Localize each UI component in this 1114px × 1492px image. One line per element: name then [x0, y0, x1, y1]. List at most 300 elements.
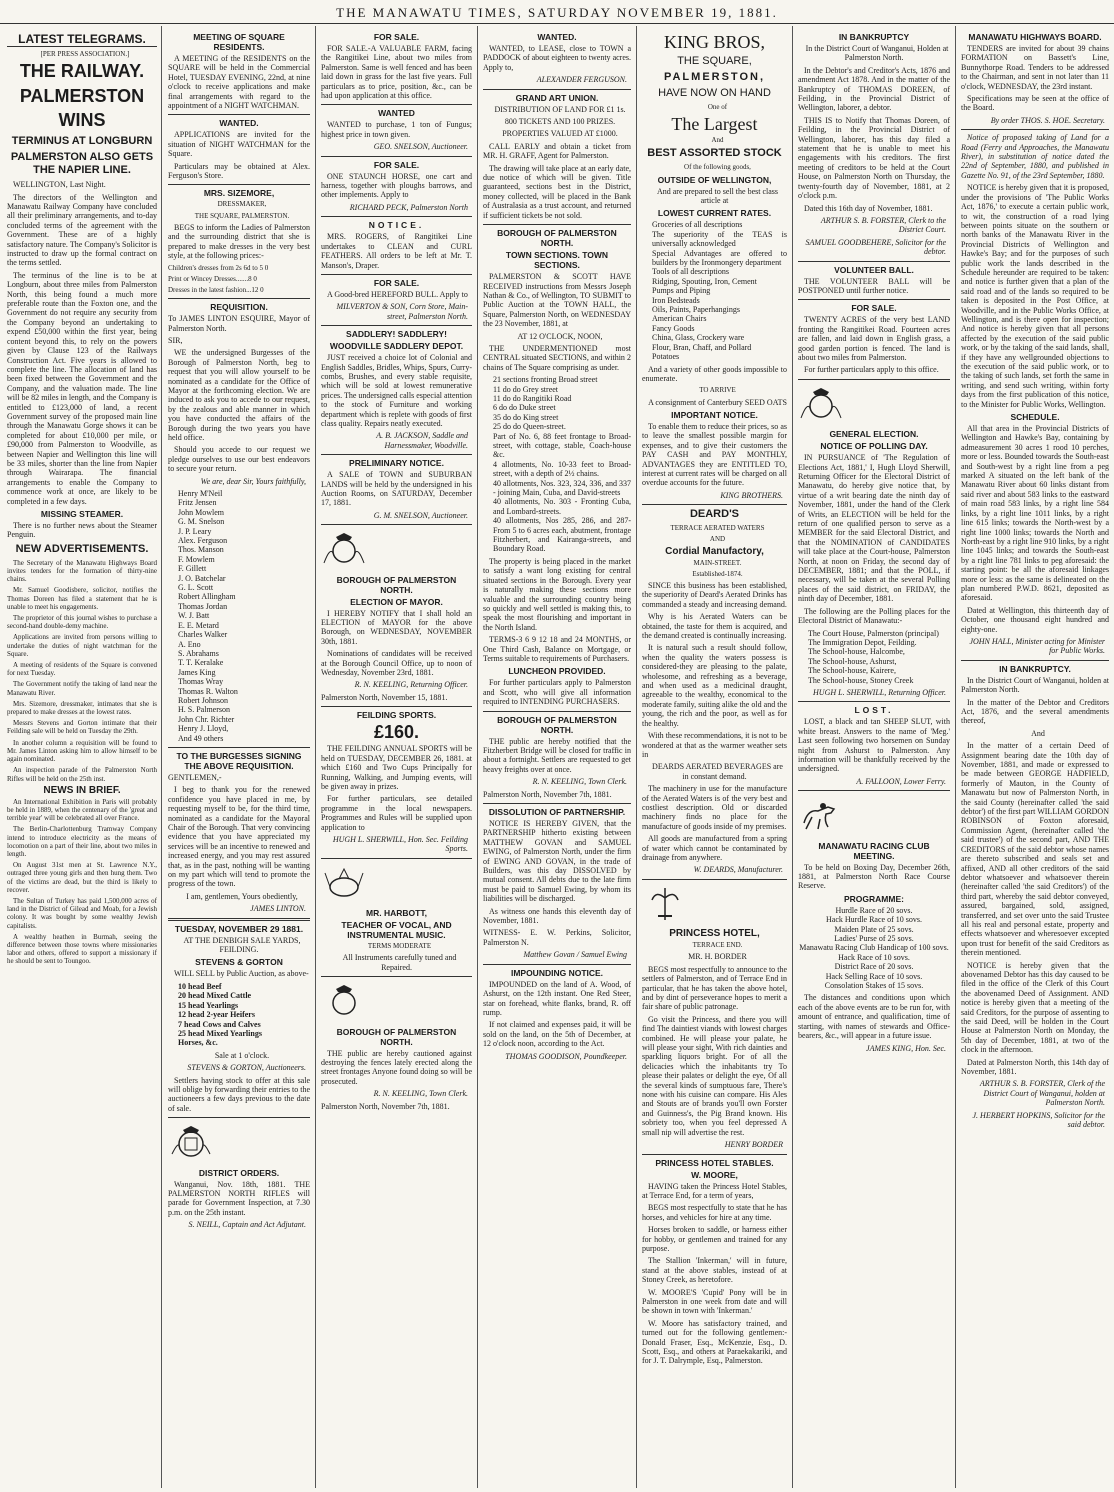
ad-text: WE the undersigned Burgesses of the Borough of Palmerston North, beg to request that you will allow yourself to be nominated as a candidate for the Office of Mayor at the forthcoming election. We are induced to ask you to accede to our request, by the zealous and able manner in which you have conducted the affairs of the Borough during the two years you have held office. — [168, 348, 310, 442]
ad-heading: FOR SALE. — [373, 277, 420, 288]
ad-text: For further particulars apply to this office. — [804, 365, 939, 375]
ad-heading: IMPOUNDING NOTICE. — [510, 967, 604, 978]
race-item: Manawatu Racing Club Handicap of 100 sovs. — [799, 943, 949, 953]
goods-item: American Chairs — [652, 314, 707, 324]
ad-text: One of — [707, 103, 728, 111]
ad-text: A Good-bred HEREFORD BULL. Apply to — [327, 289, 468, 299]
signature: W. DEARDS, Manufacturer. — [693, 865, 783, 875]
price-line: Children's dresses from 2s 6d to 5 0 — [168, 263, 269, 272]
ad-text: And — [1031, 728, 1045, 738]
ad-text: TERMS MODERATE — [367, 942, 432, 951]
ad-subheading: Cordial Manufactory, — [665, 545, 764, 557]
ad-subheading: TERRACE END. — [692, 941, 743, 950]
ad-text: And — [711, 136, 724, 145]
ad-text: Dated this 16th day of November, 1881. — [804, 203, 933, 213]
dateline: Palmerston North, November 15, 1881. — [321, 692, 448, 702]
ad-text: MRS. ROGERS, of Rangitikei Line undertakes to CLEAN and CURL FEATHERS. All orders to be left at Mr. T. Manson's, Draper. — [321, 232, 472, 270]
ad-text: Of the following goods, — [684, 163, 751, 172]
witness-line: WITNESS- E. W. Perkins, Solicitor, Palmerston N. — [483, 928, 631, 947]
ad-text: NOTICE IS HEREBY GIVEN, that the PARTNERSHIP hitherto existing between MATTHEW GOVAN and SAMUEL EWING, of Palmerston North, under the firm of EWING AND GOVAN, in the trade of Builders, was this day DISSOLVED by mutual consent. All debts due to the late firm must be paid to Samuel Ewing, by whom its liabilities will be discharged. — [483, 819, 631, 904]
ad-heading: FOR SALE. — [851, 303, 897, 314]
ad-text: BEGS most respectfully to state that he has horses, and vehicles for hire at any time. — [642, 1203, 787, 1222]
ad-text: Particulars may be obtained at Alex. Ferguson's Store. — [168, 161, 310, 181]
goods-item: Oils, Paints, Paperhangings — [652, 305, 740, 315]
ad-text: Settlers having stock to offer at this sale will oblige by forwarding their entries to the auctioneers a few days previous to the date of sale. — [168, 1075, 310, 1113]
headline: PALMERSTON WINS — [19, 86, 145, 131]
ad-text: The Stallion 'Inkerman,' will in future, stand at the above stables, instead of at Stoney Creek, as heretofore. — [642, 1256, 787, 1285]
ad-heading: NOTICE. — [368, 220, 425, 231]
ad-text: Why is his Aerated Waters can be obtained, the taste for them is acquired, and the demand created is continually increasing. — [642, 612, 787, 641]
signature: HENRY BORDER — [724, 1140, 783, 1150]
goods-item: Special Advantages are offered to builders by the Ironmongery department — [652, 248, 787, 268]
ad-text: Dated at Palmerston North, this 14th day of November, 1881. — [961, 1057, 1109, 1077]
ad-heading: FEILDING SPORTS. — [356, 710, 437, 721]
lot-item: 6 do do Duke street — [493, 403, 556, 413]
column-2 — [165, 28, 313, 1488]
stock-item: 7 head Cows and Calves — [178, 1019, 261, 1029]
ad-heading: KING BROS, — [663, 32, 765, 52]
ad-heading: PRELIMINARY NOTICE. — [349, 458, 444, 469]
signatory-name: W. J. Batt — [178, 611, 210, 621]
ad-text: It is natural such a result should follow, when the quality the waters possess is considered-they are pleasing to the palate, wholesome, and refreshing as a beverage, and when used as a medicinal draught, agreeable to the wealthy, economical to the moderate family, suiting alike the old and the young, the rich and the poor, as well as for the healthy. — [642, 643, 787, 728]
lot-item: 25 do do Queen-street. — [493, 422, 566, 432]
ad-subheading: AND — [709, 535, 726, 544]
salutation: GENTLEMEN,- — [168, 772, 222, 782]
prize-amount: £160. — [373, 722, 420, 743]
stock-item: 12 head 2-year Heifers — [178, 1010, 255, 1020]
salutation: SIR, — [168, 335, 183, 345]
ad-text: In the District Court of Wanganui, holden at Palmerston North. — [961, 675, 1109, 695]
ad-heading: GENERAL ELECTION. — [829, 429, 919, 440]
news-item: An inspection parade of the Palmerston North Rifles will be held on the 25th inst. — [7, 766, 157, 783]
ad-heading: MEETING OF SQUARE RESIDENTS. — [193, 32, 285, 52]
stock-item: 15 head Yearlings — [178, 1000, 239, 1010]
signatory-name: Robert Allingham — [178, 592, 236, 602]
ad-text: In the District Court of Wanganui, Holden at Palmerston North. — [805, 44, 949, 63]
ad-heading: DISTRICT ORDERS. — [198, 1167, 280, 1178]
ad-text: BEGS most respectfully to announce to the settlers of Palmerston, and of Terrace End in particular, that he has taken the above hotel, and by dint of perseverance hopes to merit a fair share of public patronage. — [642, 964, 787, 1012]
signatory-name: T. T. Keralake — [178, 658, 224, 668]
royal-crest-icon — [798, 386, 844, 422]
signature: ARTHUR S. B. FORSTER, Clerk to the District Court. — [820, 215, 946, 235]
signatory-name: Fritz Jensen — [178, 498, 217, 508]
masthead — [0, 0, 1114, 24]
ad-subheading: 800 TICKETS AND 100 PRIZES. — [504, 117, 616, 127]
closing: We are, dear Sir, Yours faithfully, — [200, 476, 306, 486]
signature: HUGH L. SHERWILL, Returning Officer. — [813, 687, 946, 697]
signature: JAMES LINTON. — [250, 904, 306, 914]
section-heading: NEWS IN BRIEF. — [43, 784, 121, 796]
ad-text: The machinery in use for the manufacture of the Aerated Waters is of the very best and costliest description. Old or discarded machinery finds no place for the manufacture of goods inside of my premises. — [642, 784, 787, 831]
brief-item: On August 31st men at St. Lawrence N.Y., outraged three young girls and then hung them. Two of the victims are dead, but the third is likely to recover. — [7, 861, 157, 894]
ad-heading: BOROUGH OF PALMERSTON NORTH. — [497, 228, 617, 249]
ad-text: LOST, a black and tan SHEEP SLUT, with white breast. Answers to the name of 'Meg.' Last seen following two horsemen on Sunday night from Ashurst to Palmerston. Any information will be thankfully received by the undersigned. — [798, 717, 950, 774]
polling-place: The Immigration Depot, Feilding. — [808, 637, 917, 647]
ad-heading: LOST. — [854, 705, 894, 716]
ad-text: Nominations of candidates will be received at the Borough Council Office, up to noon of Wednesday, November 23rd, 1881. — [321, 649, 472, 678]
price-line: Print or Wincey Dresses.......8 0 — [168, 274, 257, 283]
ad-heading: WANTED. — [537, 32, 577, 42]
ad-text: THIS IS to Notify that Thomas Doreen, of Feilding, in the Provincial District of Wellington, laborer, has this day filed a statement that he is unable to meet his engagements with his creditors. The first meeting of creditors to be held at the Court House, on Palmerston North on Thursday, the twenty-fourth day of November, 1881, at 2 o'clock p.m. — [798, 115, 950, 201]
ad-text: Specifications may be seen at the office of the Board. — [961, 94, 1109, 113]
signatory-name: J. O. Batchelar — [178, 573, 226, 583]
ad-heading: The Largest — [671, 114, 758, 135]
lot-item: 40 allotments, No. 303 - Fronting Cuba, and Lombard-streets. — [493, 497, 631, 516]
ad-text: A SALE of TOWN and SUBURBAN LANDS will be held by the undersigned in his Auction Rooms, on SATURDAY, December 17, 1881. — [321, 470, 472, 508]
signatory-name: G. L. Scott — [178, 583, 214, 593]
dateline: WELLINGTON, Last Night. — [13, 180, 106, 190]
ad-subheading: WOODVILLE SADDLERY DEPOT. — [329, 341, 464, 352]
signature: J. HERBERT HOPKINS, Solicitor for the said debtor. — [972, 1110, 1105, 1130]
ad-text: TWENTY ACRES of the very best LAND fronting the Rangitikei Road. Fourteen acres are fallen, and laid down in English grass, a good garden portion is fenced. The land is about two miles from Palmerston. — [798, 315, 950, 362]
signatory-name: Charles Walker — [178, 630, 228, 640]
signatory-name: Thos. Manson — [178, 545, 224, 555]
ad-heading: DEARD'S — [689, 508, 740, 521]
ad-subheading: PROPERTIES VALUED AT £1000. — [502, 129, 618, 139]
music-instrument-icon — [321, 865, 367, 901]
ad-text: In the matter of a certain Deed of Assignment bearing date the 10th day of November, 1881, and made or expressed to be made between GEORGE HADFIELD, formerly of Mauton, in the County of Manawatu but now of Palmerston North, in the said County (hereinafter called 'the said debtor') of the first part WILLIAM GORDON ROBINSON of Foxton aforesaid, Commission Agent, (hereinafter called 'the said trustee') of the second part, AND THE CREDITORS of the said debtor whose names are thereto subscribed and seals set and affixed, AND all other creditors of the said debtor whatsoever and whatsoever therein (hereinafter called 'the said Creditors') of the third part, whereby the said debtor conveyed, assured, bargained, sold, assigned, transferred, and set over unto the said Trustee all his real and personal estate, property and effects whatsoever and wheresoever excepted upon trust for benefit of the said Creditors as therein mentioned. — [961, 741, 1109, 958]
signature: MILVERTON & SON, Corn Store, Main-street, Palmerston North. — [336, 302, 468, 321]
signatory-name: Henry M'Neil — [178, 489, 223, 499]
ad-text: A MEETING of the RESIDENTS on the SQUARE will be held in the Commercial Hotel, TUESDAY EVENING, 22nd, at nine o'clock to receive applications and make final arrangements with regard to the appointment of a NIGHT WATCHMAN. — [168, 54, 310, 111]
ad-heading: TUESDAY, NOVEMBER 29 1881. — [174, 923, 304, 934]
ad-text: TENDERS are invited for about 39 chains FORMATION on Bassett's Line, Bunnythorpe Road. Tenders to be addressed to the Chairman, and sent in not later than 11 o'clock, WEDNESDAY, the 23rd instant. — [961, 44, 1109, 91]
signature: G. M. SNELSON, Auctioneer. — [373, 510, 468, 520]
signatory-name: A. Eno — [178, 639, 201, 649]
ad-text: To be held on Boxing Day, December 26th, 1881, at Palmerston North Race Course Reserve. — [798, 862, 950, 891]
ad-text: And are prepared to sell the best class article at — [656, 186, 779, 206]
ad-heading: BOROUGH OF PALMERSTON NORTH. — [336, 1026, 457, 1047]
ad-subheading: AT 12 O'CLOCK, NOON, — [517, 331, 603, 341]
signatory-name: And 49 others — [178, 733, 224, 743]
signature: ALEXANDER FERGUSON. — [536, 75, 627, 85]
signatory-name: G. M. Snelson — [178, 517, 225, 527]
signatory-name: F. Mowlem — [178, 554, 215, 564]
ad-text: IN PURSUANCE of 'The Regulation of Elections Act, 1881,' I, Hugh Lloyd Sherwill, Returning Officer for the Electoral District of Manawatu, do hereby give notice that, by virtue of a writ bearing date the ninth day of November, 1881, under the hand of the Clerk of Writs, an ELECTION will be held for the return of one qualified person to serve as a MEMBER for the said Electoral District, and that the NOMINATION of CANDIDATES will take place at the Court-house, Palmerston North, at noon on Friday, the second day of DECEMBER, 1881; and that the POLL, if necessary, will be taken at the several Polling places of the said district, on FRIDAY, the ninth day of December, 1881. — [798, 453, 950, 604]
ad-text: As witness one hands this eleventh day of November, 1881. — [483, 906, 631, 926]
signatory-name: James King — [178, 667, 216, 677]
ad-subheading: TOWN SECTIONS. TOWN SECTIONS. — [505, 250, 609, 271]
ad-text: DEARDS AERATED BEVERAGES are in constant demand. — [652, 762, 783, 781]
ad-text: I HEREBY NOTIFY that I shall hold an ELECTION of MAYOR for the above Borough, on WEDNESDAY, NOVEMBER 30th, 1881. — [321, 608, 472, 646]
signature: R. N. KEELING, Town Clerk. — [373, 1089, 468, 1099]
ad-text: Dated at Wellington, this thirteenth day of October, one thousand eight hundred and eighty-one. — [961, 605, 1109, 634]
column-rule — [792, 26, 793, 1488]
ad-text: APPLICATIONS are invited for the situation of NIGHT WATCHMAN for the Square. — [168, 130, 310, 159]
ad-text: JUST received a choice lot of Colonial and English Saddles, Bridles, Whips, Spurs, Curry-combs, Brushes, and every stable requisite, which will be sold at lowest remunerative prices. The undersigned calls especial attention to the stock of Furniture and working department which is replete with goods of first class quality. Repairs neatly executed. — [321, 353, 472, 428]
lot-list — [493, 375, 631, 554]
article-paragraph: There is no further news about the Steamer Penguin. — [7, 521, 157, 540]
ad-text: THE VOLUNTEER BALL will be POSTPONED until further notice. — [798, 276, 950, 295]
stock-item: Horses, &c. — [178, 1038, 218, 1048]
news-item: Mr. Samuel Goodisbere, solicitor, notifies the Thomas Doreen has filed a statement that he is unable to meet his engagements. — [7, 586, 157, 611]
signatory-name: Alex. Ferguson — [178, 536, 228, 546]
column-1 — [4, 28, 160, 1488]
ad-heading: MANAWATU HIGHWAYS BOARD. — [968, 32, 1102, 42]
price-line: Dresses in the latest fashion...12 0 — [168, 285, 264, 294]
ad-heading: REQUISITION. — [210, 302, 268, 313]
lot-item: 40 allotments, Nos. 323, 324, 336, and 337 - joining Main, Cuba, and David-streets — [493, 478, 631, 498]
ad-text: If not claimed and expenses paid, it will be sold on the land, on the 5th of December, at 12 o'clock noon, according to the Act. — [483, 1020, 631, 1049]
news-item: The Government notify the taking of land near the Manawatu River. — [7, 680, 157, 697]
ad-subheading: OUTSIDE OF WELLINGTON, — [657, 174, 772, 185]
brief-item: The Berlin-Charlottenburg Tramway Company intend to introduce electricity as the means of locomotion on a part of their line, about two miles in length. — [7, 825, 157, 858]
ad-heading: DISSOLUTION OF PARTNERSHIP. — [488, 807, 626, 817]
brief-item: An International Exhibition in Paris will probably be held in 1889, when the centenary of the 'great and terrible year' will be celebrated all over France. — [7, 797, 157, 823]
signatory-list — [178, 489, 310, 743]
ad-subheading: TEACHER OF VOCAL, AND INSTRUMENTAL MUSIC. — [341, 920, 452, 941]
news-item: The proprietor of this journal wishes to purchase a second-hand double-demy machine. — [7, 614, 157, 631]
signature: SAMUEL GOODBEHERE, Solicitor for the debtor. — [805, 237, 946, 257]
polling-place: The School-house, Ashurst, — [808, 656, 897, 666]
ad-text: Wanganui, Nov. 18th, 1881. THE PALMERSTON NORTH RIFLES will parade for Government Inspection, at 7.30 p.m. on the 25th instant. — [168, 1179, 310, 1217]
ad-text: To enable them to reduce their prices, so as to leave the smallest possible margin for expenses, and to give their customers the PAY CASH and PAY MONTHLY, ADVANTAGES they are ENTITLED TO, interest at current rates will be charged on all overdue accounts for the future. — [642, 421, 787, 488]
ad-text: WANTED, to LEASE, close to TOWN a PADDOCK of about eighteen to twenty acres. Apply to, — [483, 44, 631, 72]
column-5 — [639, 28, 790, 1488]
ad-subheading: BEST ASSORTED STOCK — [647, 147, 782, 160]
ad-text: All goods are manufactured from a spring of water which cannot be contaminated by drainage from anywhere. — [642, 834, 787, 862]
ad-heading: BOROUGH OF PALMERSTON NORTH. — [497, 714, 617, 735]
column-7 — [958, 28, 1112, 1488]
closing: I am, gentlemen, Yours obediently, — [186, 891, 298, 901]
signature: JAMES KING, Hon. Sec. — [866, 1043, 946, 1053]
dateline: Palmerston North, November 7th, 1881. — [321, 1101, 450, 1111]
news-item: Applications are invited from persons willing to undertake the duties of night watchman for the Square. — [7, 633, 157, 658]
ad-text: WANTED to purchase, 1 ton of Fungus; highest price in town given. — [321, 120, 472, 139]
ad-text: The distances and conditions upon which each of the above events are to be run for, with amount of entrance, and qualification, time of starting, with names of stewards and Office-bearers, &c., will appear in a future issue. — [798, 993, 950, 1041]
ad-text: Notice of proposed taking of Land for a Road (Ferry and Approaches, the Manawatu River), in substitution of notice dated the 22nd of September, 1880, and published in Gazette No. 91, of the 23rd September, 1880. — [961, 133, 1109, 180]
ad-heading: FOR SALE. — [373, 159, 420, 170]
ad-subheading: HAVE NOW ON HAND — [658, 87, 771, 99]
goods-item: Groceries of all descriptions — [652, 220, 743, 230]
column-6 — [795, 28, 953, 1488]
ad-subheading: AT THE DENBIGH SALE YARDS, FEILDING. — [183, 935, 301, 955]
signature: S. NEILL, Captain and Act Adjutant. — [188, 1220, 306, 1230]
ad-heading: STEVENS & GORTON — [195, 957, 283, 968]
ad-text: With these recommendations, it is not to be wondered at that as the warmer weather sets in — [642, 731, 787, 759]
lot-item: 11 do do Rangitiki Road — [493, 393, 572, 403]
ad-heading: TO THE BURGESSES SIGNING THE ABOVE REQUISITION. — [176, 750, 302, 771]
signature: GEO. SNELSON, Auctioneer. — [373, 142, 468, 152]
signature: Matthew Govan / Samuel Ewing — [523, 950, 627, 960]
ad-subheading: PALMERSTON, — [663, 71, 766, 83]
ad-subheading: LOWEST CURRENT RATES. — [657, 208, 772, 219]
goods-list — [652, 220, 787, 361]
royal-crest-icon — [321, 983, 367, 1019]
race-item: Consolation Stakes of 15 sovs. — [824, 981, 924, 991]
ad-text: BEGS to inform the Ladies of Palmerston and the surrounding district that she is prepared to make dresses in the very best style, at the following prices:- — [168, 222, 310, 261]
address-line: To JAMES LINTON ESQUIRE, Mayor of Palmerston North. — [168, 314, 310, 333]
signature: KING BROTHERS. — [720, 490, 783, 500]
news-item: Messrs Stevens and Gorton intimate that their Feilding sale will be held on Tuesday the 29th. — [7, 719, 157, 736]
goods-item: Pumps and Piping — [652, 286, 711, 296]
ad-text: All that area in the Provincial Districts of Wellington and Hawke's Bay, containing by admeasurement 30 acres 1 rood 10 perches, more or less. Bounded towards the South-east and South-west by a right line from a peg marked A situated on the left bank of the Manawatu River about 60 links distant from said river and about 583 links to the eastward of main road 583 links, by a right line 584 links, by a right line 1011 links, by a right line 615 links; towards the North-west by a right line 1000 links; towards the North and North-east by a right line 910 links, by a right line 1045 links; and towards the South-east by a right line 781 links to peg aforesaid: the starting point: be all the aforesaid linkages more or less: as the same is delineated on the plan numbered P.W.D. 8621, deposited as aforesaid. — [961, 424, 1109, 603]
ad-text: THE public are hereby notified that the Fitzherbert Bridge will be closed for traffic in about a fortnight. Settlers are requested to get heavy freights over at once. — [483, 736, 631, 774]
signature: A. B. JACKSON, Saddle and Harnessmaker, Woodville. — [376, 431, 468, 450]
goods-item: Ridging, Spouting, Iron, Cement — [652, 276, 757, 286]
ad-text: HAVING taken the Princess Hotel Stables, at Terrace End, for a term of years, — [642, 1181, 787, 1200]
signatory-name: John Chr. Richter — [178, 714, 235, 724]
ad-text: THE FEILDING ANNUAL SPORTS will be held on TUESDAY, DECEMBER 26, 1881. at which £160 and Two Cups Principally for Running, Walking, and Jumping events, will be given away in prizes. — [321, 744, 472, 791]
section-heading: LATEST TELEGRAMS. — [7, 33, 157, 47]
ad-subheading: THE SQUARE, PALMERSTON. — [194, 211, 290, 220]
ad-text: IMPOUNDED on the land of A. Wood, of Ashurst, on the 12th instant. One Red Steer, star on forehead, white flanks, brand, R. off rump. — [483, 979, 631, 1017]
goods-item: The superiority of the TEAS is universally acknowledged — [652, 229, 787, 249]
section-heading: NEW ADVERTISEMENTS. — [15, 542, 149, 555]
ad-subheading: DRESSMAKER, — [217, 200, 267, 209]
signatory-name: E. E. Metard — [178, 620, 219, 630]
ad-text: The drawing will take place at an early date, due notice of which will be given. Title guaranteed, sections best in the District, money collected, will be placed in the Bank of Australasia as a trust account, and returned if sufficient tickets be not sold. — [483, 163, 631, 220]
signature: STEVENS & GORTON, Auctioneers. — [187, 1063, 306, 1073]
goods-item: Tools of all descriptions — [652, 267, 729, 277]
ad-heading: SADDLERY! SADDLERY! — [346, 329, 447, 340]
column-rule — [955, 26, 956, 1488]
ad-text: FOR SALE.-A VALUABLE FARM, facing the Rangitikei Line, about two miles from Palmerston. Same is well fenced and has been laid down in grass for the last five years. Full particulars as to price, position, &c., can be had upon application at this office. — [321, 44, 472, 101]
column-rule — [315, 26, 316, 1488]
ad-text: Sale at 1 o'clock. — [214, 1050, 270, 1060]
column-rule — [636, 26, 637, 1488]
ad-text: In the Debtor's and Creditor's Acts, 1876 and amendment Act 1878. And in the matter of the Bankruptcy of THOMAS DOREEN, of Feilding, in the Provincial District of Wellington, laborer, a debtor. — [798, 65, 950, 113]
lot-item: 11 do do Grey street — [493, 384, 559, 394]
signature: R. N. KEELING, Returning Officer. — [354, 680, 468, 690]
signatory-name: Thomas Wray — [178, 677, 224, 687]
ad-text: THE UNDERMENTIONED most CENTRAL situated SECTIONS, and within 2 chains of The Square comprising as under. — [483, 343, 631, 372]
goods-item: Iron Bedsteads — [652, 295, 700, 305]
ad-text: NOTICE is hereby given that the abovenamed Debtor has this day caused to be filed in the office of the Clerk of this Court the abovenamed Deed of Assignment. AND notice is hereby given that a meeting of the said Creditors, for the purpose of assenting to the said Deed, will be holden in the Court House at Palmerston North on Monday, the 5th day of December, 1881, at two of the clock in the afternoon. — [961, 960, 1109, 1055]
ad-text: THE public are hereby cautioned against destroying the fences lately erected along the street frontages Anyone found doing so will be prosecuted. — [321, 1048, 472, 1086]
ad-text: I beg to thank you for the renewed confidence you have placed in me, by requesting myself to be, for the third time, nominated as a candidate for the Mayoral Chair of the Borough. That very convincing evidence that you have appreciated my services will be an incentive to renewed and increased energy, and you may rest assured that, as in the past, nothing will be wanting on my part which will tend to promote the progress of the town. — [168, 785, 310, 889]
ad-text: Go visit the Princess, and there you will find The daintiest viands with lowest charges combined. He will please your palate, he will please your sight, With rich dainties and sparkling liquors bright. For of all the delicacies which the inhabitants try To please their palates or delight the eye, Of all the several kinds of sumptuous fare, There's none with his cuisine can compare. His Ales and Stouts are of brands you'll own Forster and Guinness's, the Pig Brand known. His sobriety too, when you feel depressed A small nip will advertise the rest. — [642, 1014, 787, 1137]
goods-item: Flour, Bran, Chaff, and Pollard — [652, 342, 752, 352]
ad-heading: IN BANKRUPTCY — [838, 32, 910, 42]
goods-item: Fancy Goods — [652, 323, 695, 333]
ad-text: ONE STAUNCH HORSE, one cart and harness, together with ploughs barrows, and other implements. Apply to — [321, 171, 472, 200]
ad-subheading: TERRACE AERATED WATERS — [670, 524, 765, 533]
signature: R. N. KEELING, Town Clerk. — [532, 777, 627, 787]
signatory-name: F. Gillett — [178, 564, 207, 574]
lot-item: 35 do do King street — [493, 412, 559, 422]
ad-subheading: NOTICE OF POLLING DAY. — [820, 441, 928, 452]
ad-text: CALL EARLY and obtain a ticket from MR. H. GRAFF, Agent for Palmerston. — [483, 141, 631, 161]
column-3 — [318, 28, 475, 1488]
headline: TERMINUS AT LONGBURN — [11, 135, 153, 148]
headline: PALMERSTON ALSO GETS THE NAPIER LINE. — [10, 151, 154, 177]
signatory-name: S. Abrahams — [178, 648, 219, 658]
brief-item: The Sultan of Turkey has paid 1,500,000 acres of land in the District of Gilead and Moab, for a Jewish colony. It was bought by some wealthy Jewish capitalists. — [7, 896, 157, 930]
ad-text: The property is being placed in the market to satisfy a want long existing for central situated sections in the Borough. Every year is naturally making these sections more valuable and the surrounding country being so quickly and well settled is making this, to speak the most flourishing and important in the North Island. — [483, 556, 631, 632]
news-item: A meeting of residents of the Square is convened for next Tuesday. — [7, 661, 157, 678]
signature: By order THOS. S. HOE. Secretary. — [990, 115, 1105, 125]
polling-place: The Court House, Palmerston (principal) — [808, 628, 939, 638]
ad-heading: VOLUNTEER BALL. — [834, 264, 914, 275]
signature: RICHARD PECK, Palmerston North — [349, 202, 468, 212]
signatory-name: H. S. Palmerson — [178, 705, 230, 715]
race-item: Ladies' Purse of 25 sovs. — [834, 934, 914, 944]
ad-text: SINCE this business has been established, the superiority of Deard's Aerated Drinks has commanded a steady and increasing demand. — [642, 581, 787, 609]
ad-text: W. Moore has satisfactory trained, and turned out for the following gentlemen:- Donald Fraser, Esq., McKenzie, Esq., D. Scott, Esq., and others at Paraekakariki, and for J. T. Dalrymple, Esq., Palmerston. — [642, 1318, 787, 1366]
ad-text: Horses broken to saddle, or harness either for hobby, or gentlemen and trained for any purpose. — [642, 1225, 787, 1253]
ad-heading: GRAND ART UNION. — [515, 92, 599, 103]
polling-place: The School-house, Halcombe, — [808, 647, 905, 657]
ad-heading: MR. HARBOTT, — [366, 908, 427, 919]
column-4 — [480, 28, 634, 1488]
lot-item: 40 allotments, Nos 285, 286, and 287-From 5 to 6 acres each, abutment, frontage Fitzherbert, and Kairanga-streets, and Boundary Road. — [493, 516, 631, 554]
ad-text: For further particulars apply to Palmerston and Scott, who will give all information required to INTENDING PURCHASERS. — [483, 678, 631, 707]
ad-subheading: MAIN-STREET. — [693, 558, 742, 567]
royal-crest-icon — [168, 1124, 214, 1160]
headline: THE RAILWAY. — [19, 61, 145, 82]
ad-subheading: ELECTION OF MAYOR. — [350, 596, 443, 607]
race-item: Hack Hurdle Race of 10 sovs. — [826, 915, 922, 925]
polling-place: The School-house, Stoney Creek — [808, 675, 914, 685]
ad-text: And a variety of other goods impossible to enumerate. — [642, 364, 787, 383]
signatory-name: Thomas R. Walton — [178, 686, 238, 696]
article-paragraph: The directors of the Wellington and Manawatu Railway Company have concluded all their preliminary arrangements, and to-day concluded terms of the agreement with the Government. These are of a highly satisfactory nature. The Company's Solicitor is instructed to draw up the formal contract on the terms settled. — [7, 192, 157, 268]
signatory-name: Thomas Jordan — [178, 601, 228, 611]
race-item: Hack Selling Race of 10 sovs. — [825, 971, 923, 981]
signatory-name: Robert Johnson — [178, 695, 228, 705]
agency-line: [PER PRESS ASSOCIATION.] — [40, 50, 130, 58]
masthead-title: THE MANAWATU TIMES, SATURDAY NOVEMBER 19, 1881. — [336, 5, 778, 20]
ad-heading: IN BANKRUPTCY. — [999, 663, 1071, 674]
race-item: Hack Race of 10 sovs. — [838, 952, 910, 962]
ad-subheading: PROGRAMME: — [844, 893, 904, 904]
signatory-name: John Mowlem — [178, 507, 224, 517]
royal-crest-icon — [321, 531, 367, 567]
race-programme-list — [798, 906, 950, 991]
signature: HUGH L. SHERWILL, Hon. Sec. Feilding Sports. — [332, 834, 468, 854]
signatory-name: J. P. Leary — [178, 526, 212, 536]
ad-text: NOTICE is hereby given that it is proposed, under the provisions of 'The Public Works Act, 1876,' to execute a certain public work, to wit, the construction of a road lying between points situate on the southern or north banks of the Manawatu River in the Provincial Districts of Wellington and Hawke's Bay; and for the purposes of such public work the lands described in the Schedule hereunder are required to be taken: and notice is further given that a plan of the said road and of the lands so required to be taken is deposited in the Post Office, at Woodville, and in the Public Works Office, at Wellington, and is there open for inspection; And notice is hereby given that all persons affected by the execution of the said public work, or by the taking of the said lands, shall, if they have any wellgrounded objections to the execution of the said public work, or to the taking of such lands, set forth the same in writing, and send such writing, within forty days from the first publication of this notice, to the Minister for Public Works, Wellington. — [961, 183, 1109, 409]
ad-heading: WANTED. — [219, 118, 259, 129]
column-rule — [477, 26, 478, 1488]
signatory-name: Henry J. Lloyd, — [178, 724, 229, 734]
goods-item: China, Glass, Crockery ware — [652, 333, 745, 343]
polling-place: The School-house, Kairere, — [808, 666, 896, 676]
polling-place-list — [808, 629, 950, 685]
ad-text: In the matter of the Debtor and Creditors Act, 1876, and the several amendments thereof, — [961, 697, 1109, 726]
ad-heading: WANTED — [378, 108, 415, 119]
ad-text: W. MOORE'S 'Cupid' Pony will be in Palmerston in one week from date and will be shown in town with 'Inkerman.' — [642, 1287, 787, 1316]
ad-heading: MRS. SIZEMORE, — [203, 188, 275, 199]
ad-heading: FOR SALE. — [373, 32, 420, 42]
signature: THOMAS GOODISON, Poundkeeper. — [505, 1051, 627, 1061]
section-heading: MISSING STEAMER. — [40, 509, 124, 520]
news-item: Mrs. Sizemore, dressmaker, intimates that she is prepared to make dresses at the lowest rates. — [7, 699, 157, 717]
ad-text: WILL SELL by Public Auction, as above- — [174, 969, 309, 979]
signature: A. FALLOON, Lower Ferry. — [856, 776, 946, 786]
ad-text: For further particulars, see detailed programme in the local newspapers. Programmes and Rules will be supplied upon application to — [321, 794, 472, 832]
ad-text: TO ARRIVE — [699, 386, 736, 395]
ad-heading: MANAWATU RACING CLUB MEETING. — [818, 840, 930, 861]
news-item: The Secretary of the Manawatu Highways Board invites tenders for the formation of thirty-nine chains. — [7, 558, 157, 584]
ad-subheading: Established-1874. — [692, 569, 743, 578]
brief-item: A wealthy heathen in Burmah, seeing the difference between those towns where missionaries labor and others, offered to support a missionary if he should be sent to Toungoo. — [7, 932, 157, 966]
dateline: Palmerston North, November 7th, 1881. — [483, 789, 612, 799]
signature: ARTHUR S. B. FORSTER, Clerk of the District Court of Wanganui, holden at Palmerston North. — [979, 1079, 1105, 1108]
stock-item: 25 head Mixed Yearlings — [178, 1028, 262, 1038]
ad-subheading: W. MOORE, — [691, 1169, 738, 1180]
race-item: Maiden Plate of 25 sovs. — [834, 924, 914, 934]
ad-text: A consignment of Canterbury SEED OATS — [648, 397, 787, 407]
racehorse-icon — [798, 797, 844, 833]
stock-item: 10 head Beef — [178, 981, 222, 991]
lot-item: 21 sections fronting Broad street — [493, 375, 598, 385]
ad-subheading: MR. H. BORDER — [688, 952, 747, 962]
article-paragraph: The terminus of the line is to be at Longburn, about three miles from Palmerston North, this being found a much more preferable route than the Foxton one, and the Government do not require any security from the Company beyond an undertaking to expend £50,000 within the first year, being content beyond this, to rely on the powers given by Clause 123 of the Railways Construction Act. Five years is allowed to complete the line. The allocation of land has been fixed between the Government and the Company, and the valuation made. The line will be 82 miles in length, and the Company is entitled to £123,000 of land, a recent Government survey of the proposed main line through the Manawatu Gorge shows it can be completed for about £10,000 per mile, or £90,000 from Palmerston to Woodville, as between Napier and Wellington this line will be 33 miles, shorter than the line from Napier through Wairarapa. The financial arrangements to enable the Company to commence work at once, are likely to be completed in a few days. — [7, 270, 157, 506]
ad-subheading: LUNCHEON PROVIDED. — [508, 666, 606, 677]
ad-subheading: IMPORTANT NOTICE. — [671, 409, 758, 420]
